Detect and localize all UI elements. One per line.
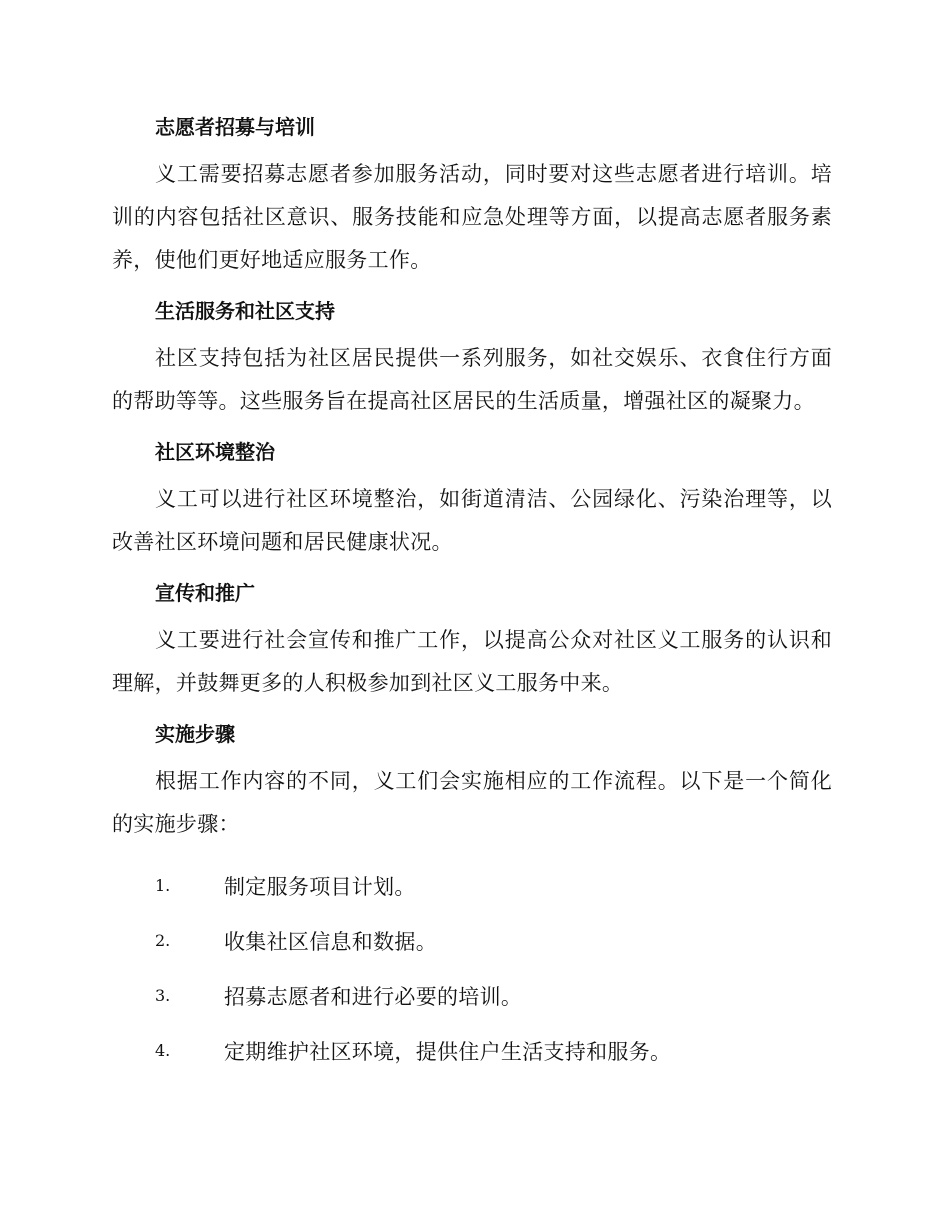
list-item-text: 招募志愿者和进行必要的培训。	[224, 984, 523, 1009]
section-body-environment: 义工可以进行社区环境整治，如街道清洁、公园绿化、污染治理等，以改善社区环境问题和居民健康状况。	[112, 487, 832, 554]
section-body-implementation-steps: 根据工作内容的不同，义工们会实施相应的工作流程。以下是一个简化的实施步骤：	[112, 769, 832, 836]
list-item	[112, 1023, 832, 1078]
list-item-number: 4.	[155, 1041, 171, 1060]
list-item-text: 收集社区信息和数据。	[224, 929, 437, 954]
section-heading-implementation-steps: 实施步骤	[155, 722, 235, 746]
implementation-steps-list	[112, 858, 832, 1078]
section-body-life-services: 社区支持包括为社区居民提供一系列服务，如社交娱乐、衣食住行方面的帮助等等。这些服务旨在提高社区居民的生活质量，增强社区的凝聚力。	[112, 346, 832, 413]
list-item-number: 1.	[155, 876, 171, 895]
section-heading-volunteer-recruitment: 志愿者招募与培训	[155, 115, 315, 139]
section-body-volunteer-recruitment: 义工需要招募志愿者参加服务活动，同时要对这些志愿者进行培训。培训的内容包括社区意识、服务技能和应急处理等方面，以提高志愿者服务素养，使他们更好地适应服务工作。	[112, 162, 832, 272]
section-heading-environment: 社区环境整治	[155, 440, 275, 464]
section-body-publicity: 义工要进行社会宣传和推广工作，以提高公众对社区义工服务的认识和理解，并鼓舞更多的人积极参加到社区义工服务中来。	[112, 628, 832, 695]
section-heading-life-services: 生活服务和社区支持	[155, 299, 335, 323]
list-item	[112, 968, 832, 1023]
list-item	[112, 913, 832, 968]
document-content	[112, 108, 832, 1078]
list-item-number: 3.	[155, 986, 171, 1005]
list-item-number: 2.	[155, 931, 171, 950]
section-heading-publicity: 宣传和推广	[155, 581, 255, 605]
list-item-text: 制定服务项目计划。	[224, 874, 416, 899]
list-item-text: 定期维护社区环境，提供住户生活支持和服务。	[224, 1039, 672, 1064]
list-item	[112, 858, 832, 913]
